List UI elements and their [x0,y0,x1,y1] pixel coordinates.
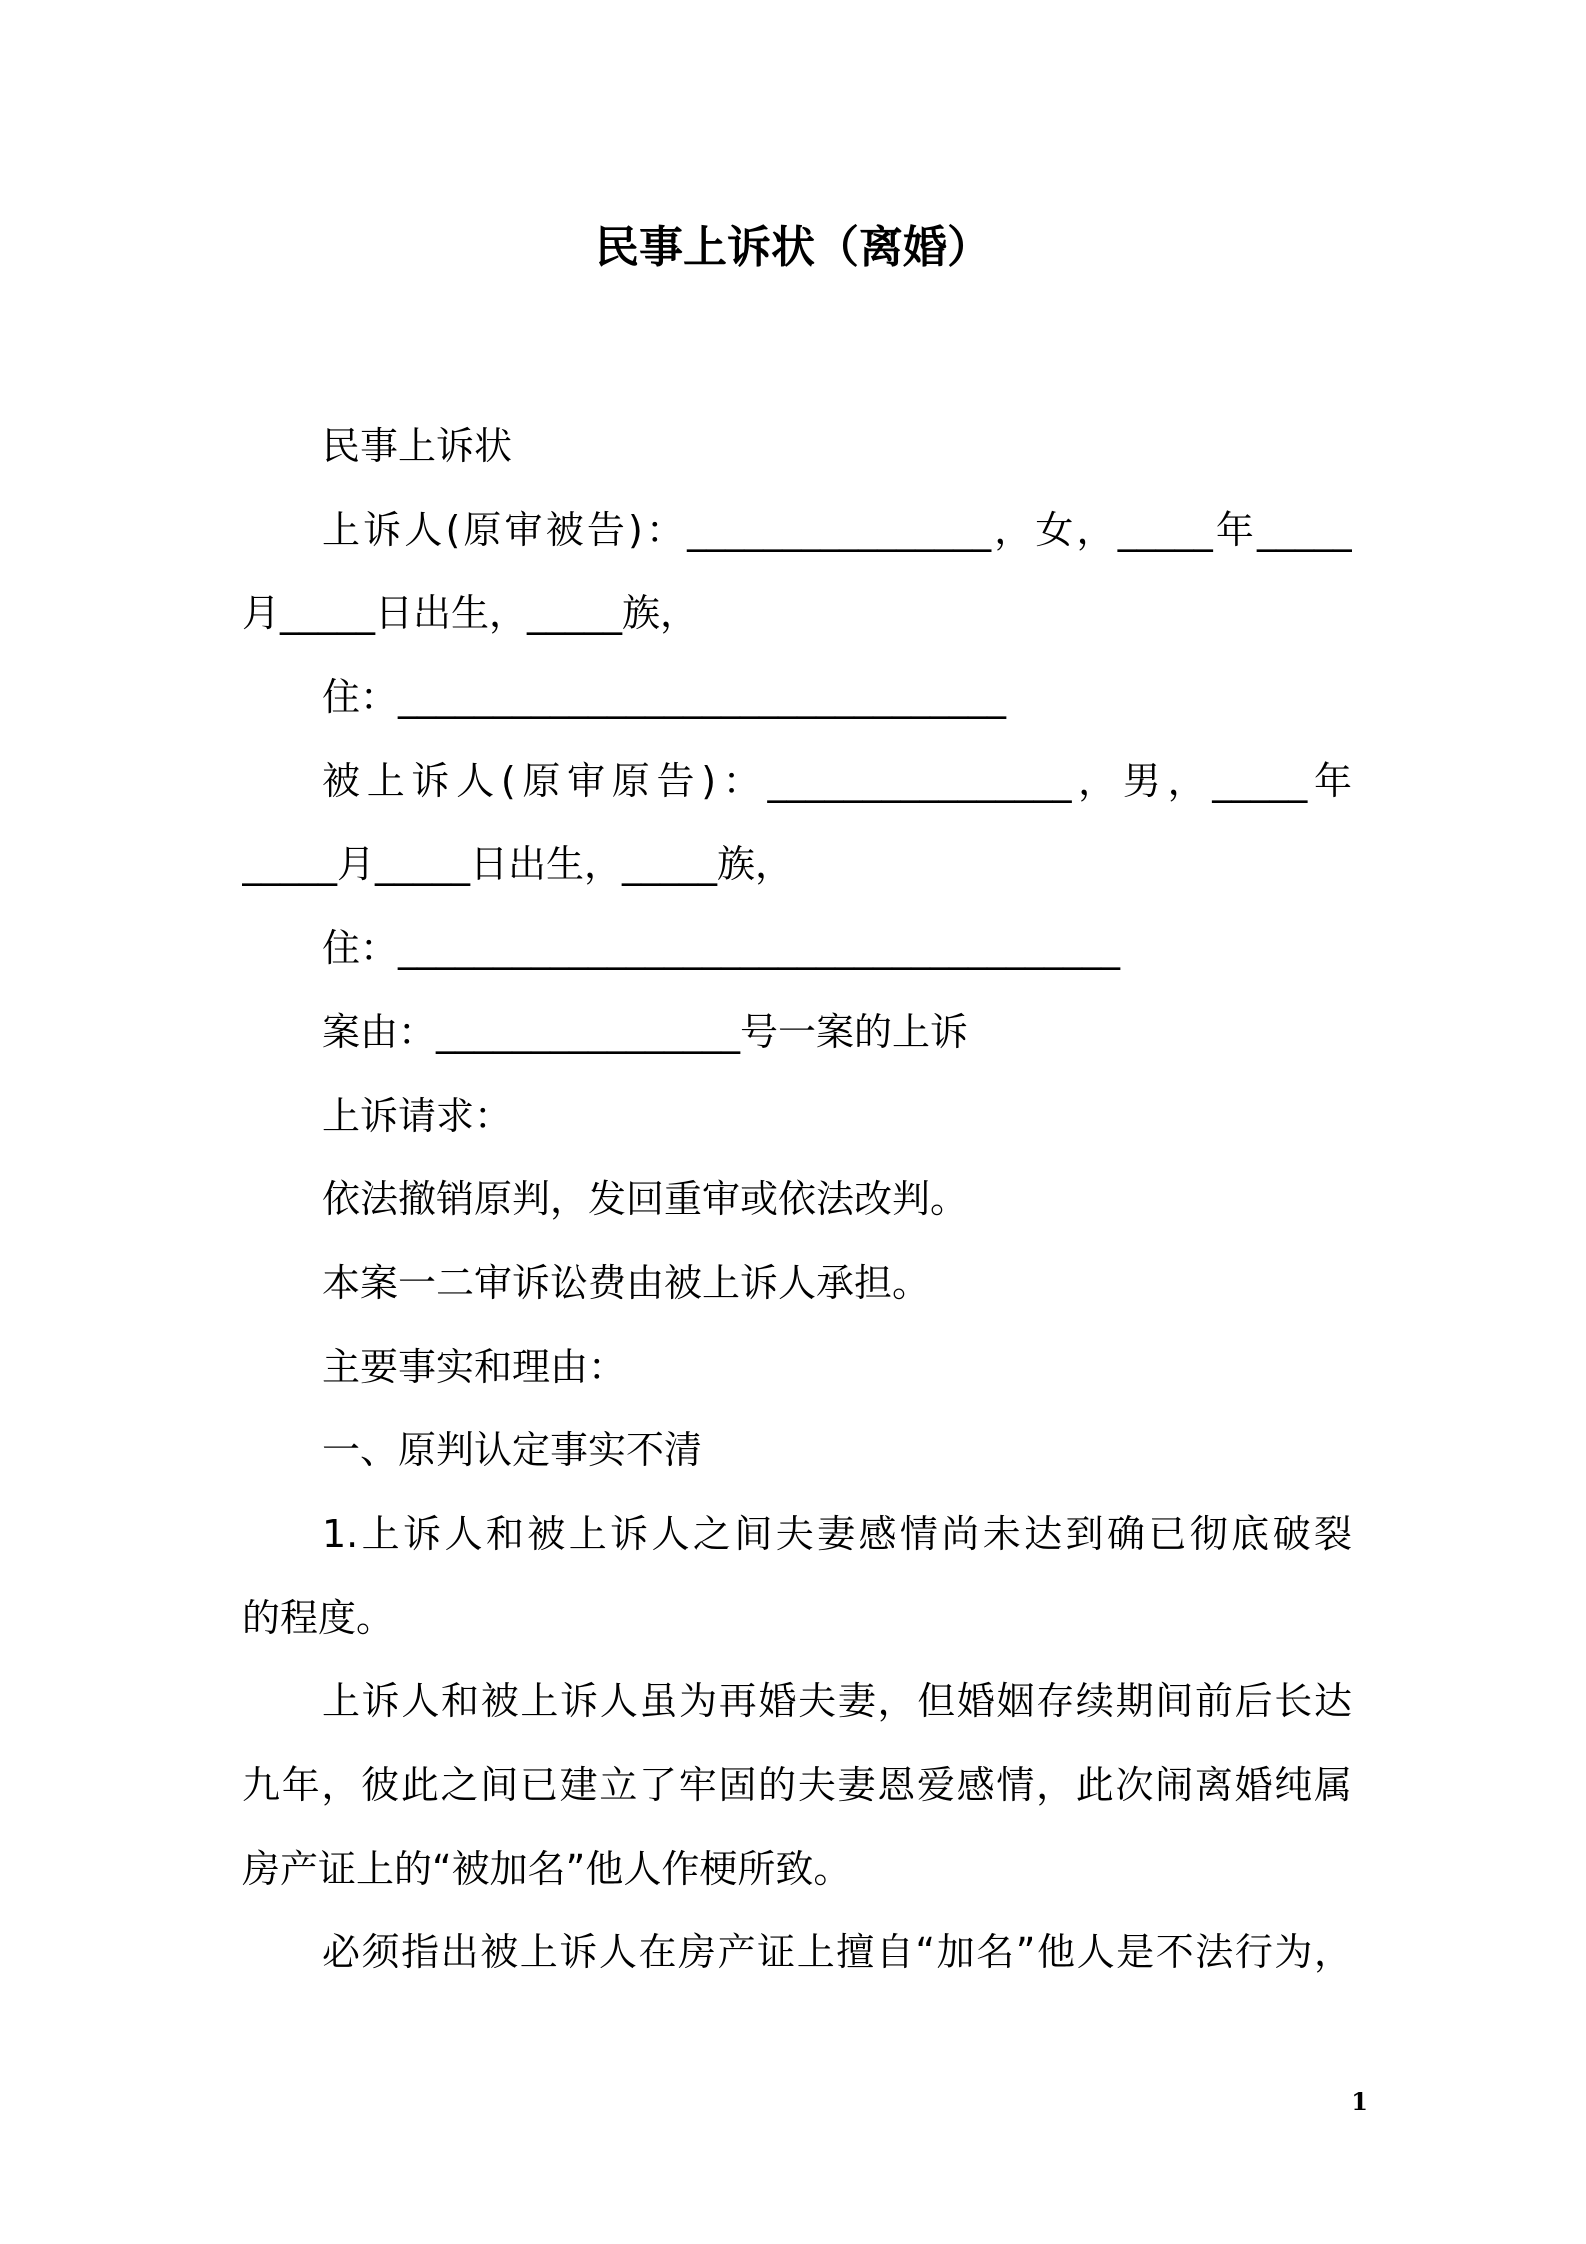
appeal-request-heading: 上诉请求： [322,1093,513,1138]
paragraph-line: 1.上诉人和被上诉人之间夫妻感情尚未达到确已彻底破裂 [322,1511,1352,1556]
section-heading-1: 一、原判认定事实不清 [322,1428,703,1473]
appellee-info-line: 被上诉人(原审原告)：________________，男，_____年 [322,758,1352,803]
appellee-address-line: 住：______________________________________ [322,926,1121,971]
document-body [242,405,1352,1995]
heading-appeal: 民事上诉状 [322,424,513,468]
document-title: 民事上诉状（离婚） [595,222,991,273]
paragraph-line: 的程度。 [242,1595,395,1640]
paragraph-line: 上诉人和被上诉人虽为再婚夫妻，但婚姻存续期间前后长达 [322,1679,1352,1724]
facts-reasons-heading: 主要事实和理由： [322,1344,627,1389]
paragraph-line: 房产证上的“被加名”他人作梗所致。 [242,1846,852,1891]
appellant-address-line: 住：________________________________ [322,675,1007,720]
appellant-info-line: 上诉人(原审被告)：________________，女，_____年_____ [322,507,1352,552]
appellant-birth-line: 月_____日出生，_____族， [242,591,699,636]
appellee-birth-line: _____月_____日出生，_____族， [242,842,794,887]
paragraph-line: 九年，彼此之间已建立了牢固的夫妻恩爱感情，此次闹离婚纯属 [242,1763,1352,1807]
appeal-request-2: 本案一二审诉讼费由被上诉人承担。 [322,1260,931,1305]
paragraph-line: 必须指出被上诉人在房产证上擅自“加名”他人是不法行为， [322,1930,1352,1975]
page-number: 1 [1351,2087,1368,2116]
appeal-request-1: 依法撤销原判，发回重审或依法改判。 [322,1177,969,1222]
case-cause-line: 案由：________________号一案的上诉 [322,1009,969,1054]
